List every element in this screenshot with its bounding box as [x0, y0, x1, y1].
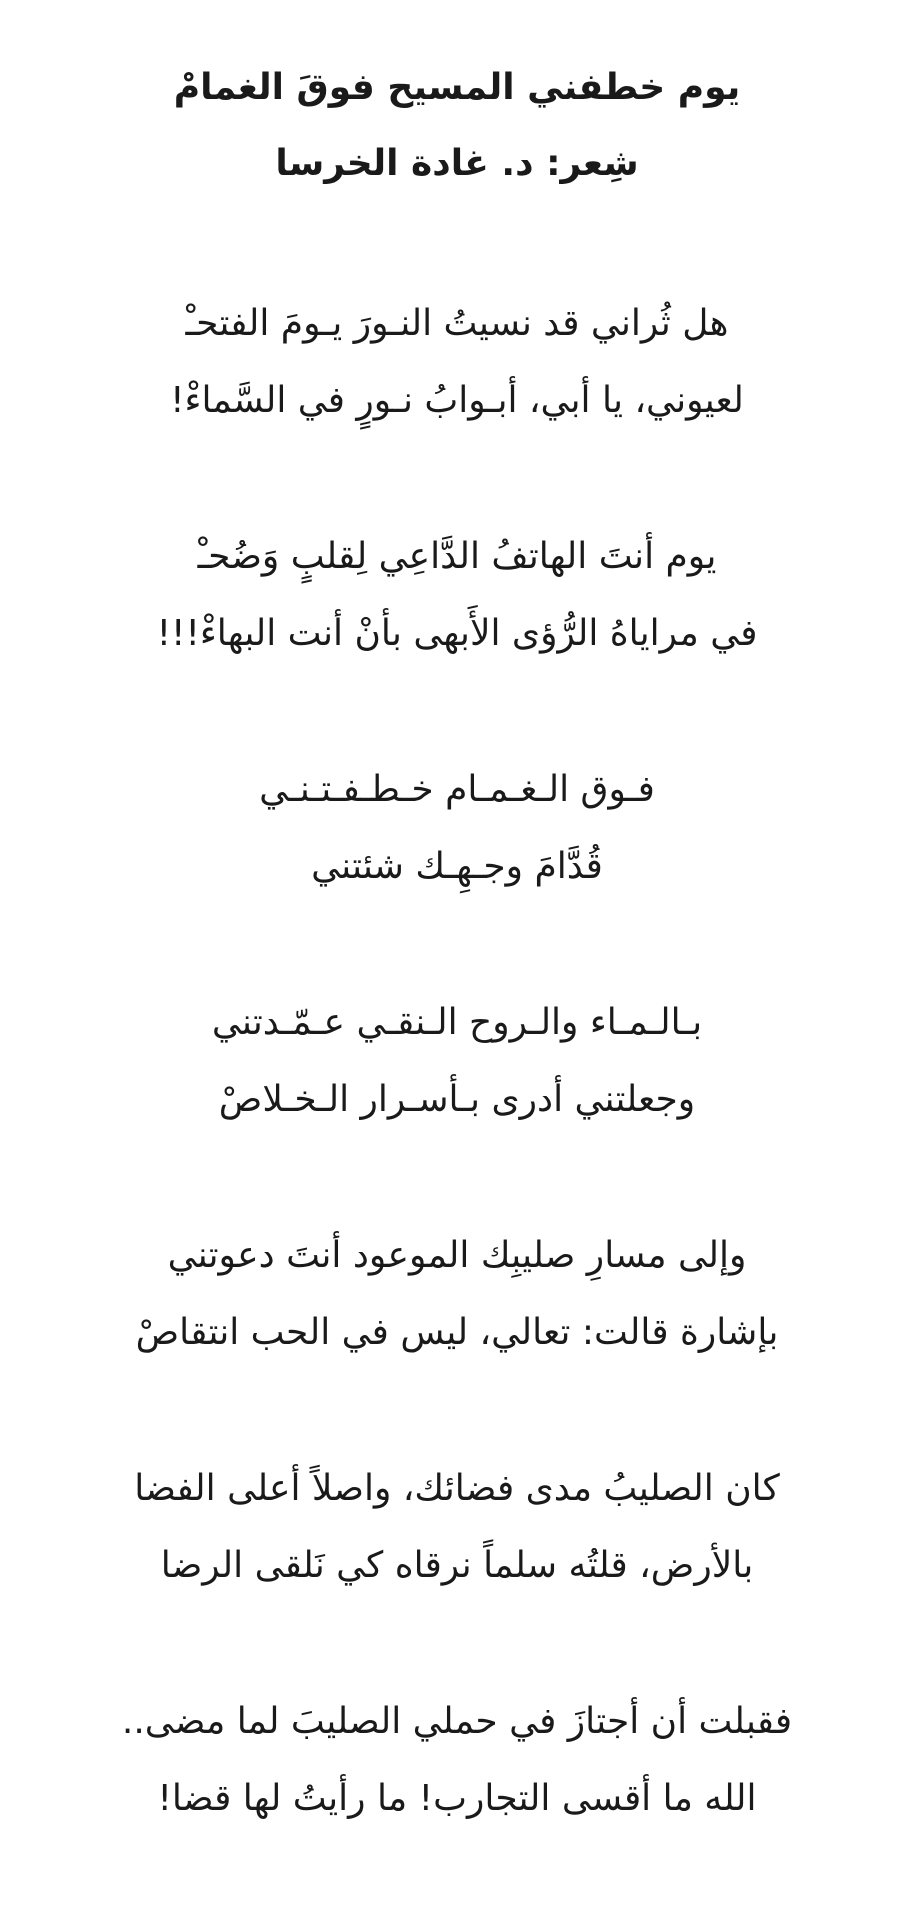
verse-line: لعيوني، يا أبي، أبـوابُ نـورٍ في السَّماءْ! [170, 380, 744, 421]
stanza-3 [0, 760, 914, 914]
verse-line: وإلى مسارِ صليبِك الموعود أنتَ دعوتني [167, 1235, 747, 1276]
verse-line: هل ثُراني قد نسيتُ النـورَ يـومَ الفتحـْ [185, 303, 729, 344]
verse-line: فـوق الـغـمـام خـطـفـتـنـي [259, 769, 655, 810]
verse-line: فقبلت أن أجتازَ في حملي الصليبَ لما مضى.. [121, 1701, 793, 1742]
verse-line: كان الصليبُ مدى فضائك، واصلاً أعلى الفضا [134, 1468, 780, 1509]
stanza-2 [0, 527, 914, 681]
verse-line: بإشارة قالت: تعالي، ليس في الحب انتقاصْ [135, 1312, 779, 1353]
stanza-1 [0, 294, 914, 448]
poem-author: شِعر: د. غادة الخرسا [275, 143, 639, 184]
verse-line: يوم أنتَ الهاتفُ الدَّاعِي لِقلبٍ وَضُحـْ [197, 536, 717, 577]
stanza-5 [0, 1226, 914, 1380]
stanza-7 [0, 1692, 914, 1846]
verse-line: الله ما أقسى التجارب! ما رأيتُ لها قضا! [157, 1778, 757, 1819]
verse-line: قُدَّامَ وجـهِـك شئتني [311, 846, 603, 887]
stanza-4 [0, 993, 914, 1147]
poem-title: يوم خطفني المسيح فوقَ الغمامْ [173, 67, 741, 108]
verse-line: بالأرض، قلتُه سلماً نرقاه كي نَلقى الرضا [160, 1545, 754, 1586]
verse-line: وجعلتني أدرى بـأسـرار الـخـلاصْ [218, 1079, 696, 1120]
verse-line: بـالـمـاء والـروح الـنقـي عـمّـدتني [211, 1002, 703, 1043]
stanza-6 [0, 1459, 914, 1613]
verse-line: في مراياهُ الرُّؤى الأَبهى بأنْ أنت البهاءْ!!! [156, 613, 758, 654]
